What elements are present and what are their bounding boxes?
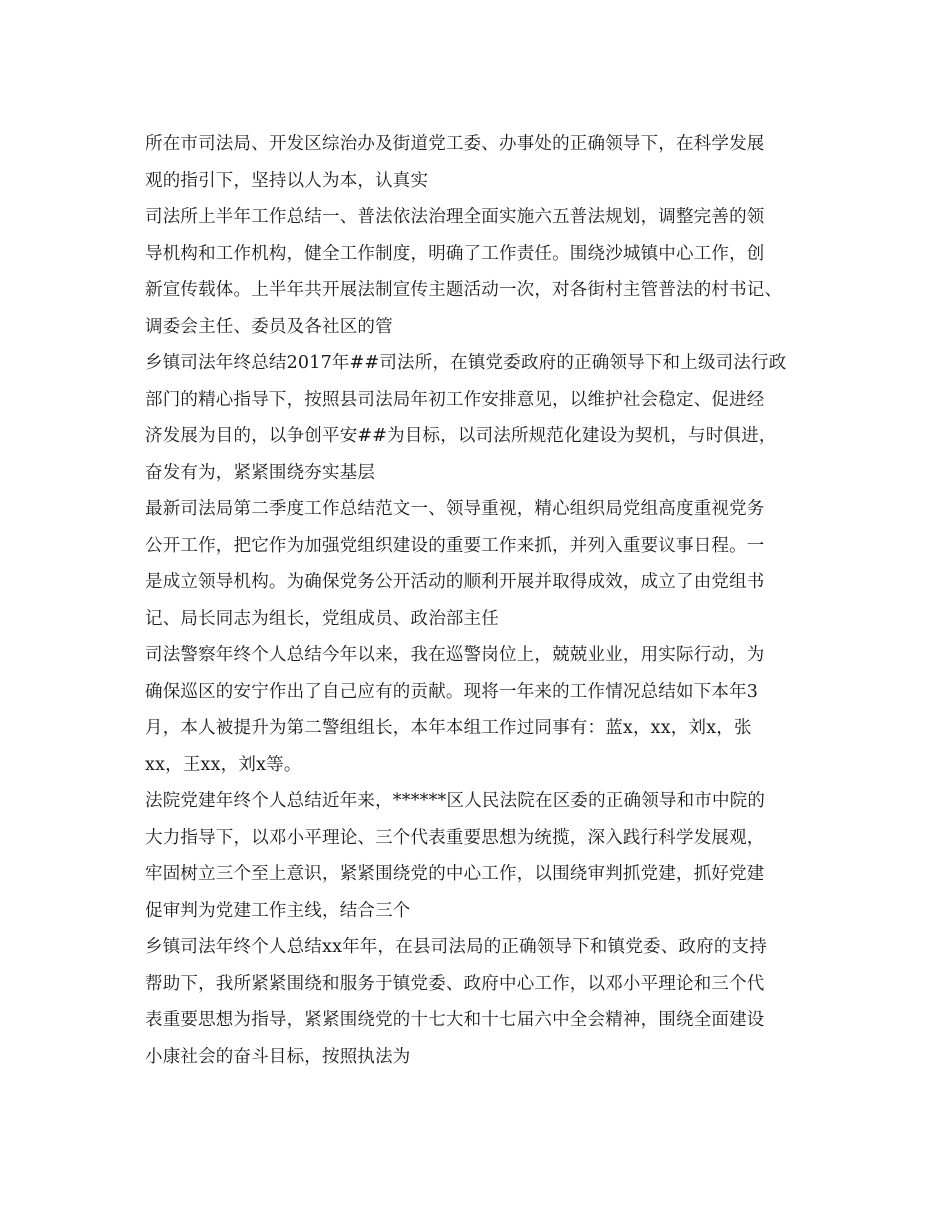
paragraph-2 [145,199,807,345]
text-line: 确保巡区的安宁作出了自己应有的贡献。现将一年来的工作情况总结如下本年3 [145,681,759,702]
text-line: 所在市司法局、开发区综治办及街道党工委、办事处的正确领导下，在科学发展 [145,134,765,154]
text-line: 月，本人被提升为第二警组组长，本年本组工作过同事有：蓝x，xx，刘x，张 [145,718,752,738]
text-line: 记、局长同志为组长，党组成员、政治部主任 [145,608,499,629]
text-line: xx，王xx，刘x等。 [145,754,302,775]
text-line: 表重要思想为指导，紧紧围绕党的十七大和十七届六中全会精神，围绕全面建设 [145,1010,765,1030]
text-line: 乡镇司法年终总结2017年##司法所，在镇党委政府的正确领导下和上级司法行政 [145,353,787,373]
text-line: 公开工作，把它作为加强党组织建设的重要工作来抓，并列入重要议事日程。一 [145,535,765,556]
text-line: 济发展为目的，以争创平安##为目标，以司法所规范化建设为契机，与时俱进， [145,426,777,446]
text-line: 是成立领导机构。为确保党务公开活动的顺利开展并取得成效，成立了由党组书 [145,572,765,592]
document-body [145,126,807,1075]
paragraph-6 [145,783,807,929]
paragraph-3 [145,345,807,491]
text-line: 法院党建年终个人总结近年来，******区人民法院在区委的正确领导和市中院的 [145,791,766,811]
text-line: 调委会主任、委员及各社区的管 [145,316,393,337]
text-line: 促审判为党建工作主线，结合三个 [145,900,411,921]
text-line: 司法所上半年工作总结一、普法依法治理全面实施六五普法规划，调整完善的领 [145,207,765,227]
paragraph-1 [145,126,807,199]
text-line: 牢固树立三个至上意识，紧紧围绕党的中心工作，以围绕审判抓党建，抓好党建 [145,864,765,884]
text-line: 小康社会的奋斗目标，按照执法为 [145,1046,411,1067]
text-line: 观的指引下，坚持以人为本，认真实 [145,170,429,191]
text-line: 帮助下，我所紧紧围绕和服务于镇党委、政府中心工作，以邓小平理论和三个代 [145,973,765,994]
text-line: 乡镇司法年终个人总结xx年年，在县司法局的正确领导下和镇党委、政府的支持 [145,937,767,957]
text-line: 最新司法局第二季度工作总结范文一、领导重视，精心组织局党组高度重视党务 [145,499,765,519]
paragraph-7 [145,929,807,1075]
text-line: 部门的精心指导下，按照县司法局年初工作安排意见，以维护社会稳定、促进经 [145,389,765,410]
text-line: 导机构和工作机构，健全工作制度，明确了工作责任。围绕沙城镇中心工作，创 [145,243,765,264]
text-line: 司法警察年终个人总结今年以来，我在巡警岗位上，兢兢业业，用实际行动，为 [145,645,765,665]
text-line: 奋发有为，紧紧围绕夯实基层 [145,462,376,483]
text-line: 大力指导下，以邓小平理论、三个代表重要思想为统揽，深入践行科学发展观， [145,827,765,848]
paragraph-4 [145,491,807,637]
text-line: 新宣传载体。上半年共开展法制宣传主题活动一次，对各街村主管普法的村书记、 [145,280,783,300]
paragraph-5 [145,637,807,783]
